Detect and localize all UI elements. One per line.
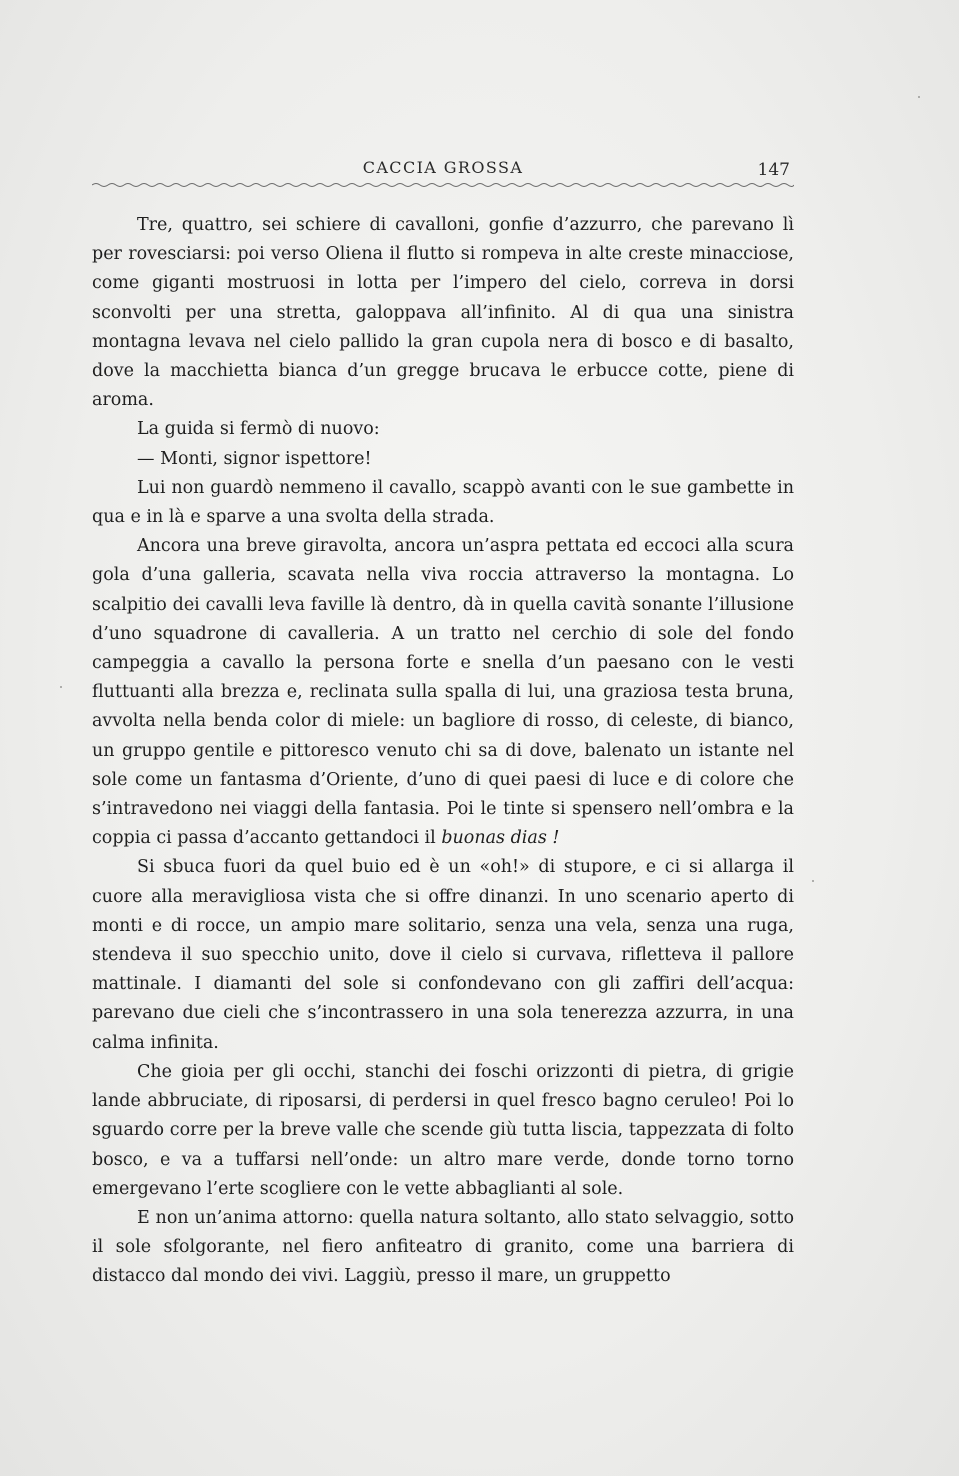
- paragraph-3: — Monti, signor ispettore!: [137, 448, 372, 469]
- paragraph-5: [92, 532, 794, 853]
- paragraph-2: La guida si fermò di nuovo:: [137, 419, 380, 440]
- paper-speck: [918, 96, 920, 98]
- paragraph-5-text: Ancora una breve giravolta, ancora un’aspra pettata ed eccoci alla scura gola d’una galleria, scavata nella viva roccia attraverso la montagna. Lo scalpitio dei cavalli leva faville là dentro, dà in quella cavità sonante l’illusione d’uno squadrone di cavalleria. A un tratto nel cerchio di sole del fondo campeggia a cavallo la persona forte e snella d’un paesano con le vesti fluttuanti alla brezza e, reclinata sulla spalla di lui, una graziosa testa bruna, avvolta nella benda color di miele: un bagliore di rosso, di celeste, di bianco, un gruppo gentile e pittoresco venuto chi sa di dove, balenato un istante nel sole come un fantasma d’Oriente, d’uno di quei paesi di luce e di colore che s’intravedono nei viaggi della fantasia. Poi le tinte si spensero nell’ombra e la coppia ci passa d’accanto gettandoci il: [92, 536, 794, 849]
- paper-speck: [812, 880, 814, 882]
- paragraph-8: E non un’anima attorno: quella natura soltanto, allo stato selvaggio, sotto il sole sfolgorante, nel fiero anfiteatro di granito, come una barriera di distacco dal mondo dei vivi. Laggiù, presso il mare, un gruppetto: [92, 1207, 794, 1287]
- running-title: CACCIA GROSSA: [362, 158, 524, 177]
- ornamental-rule: [92, 182, 794, 188]
- body-text: [92, 211, 794, 1292]
- paragraph-7: Che gioia per gli occhi, stanchi dei foschi orizzonti di pietra, di grigie lande abbruciate, di riposarsi, di perdersi in quel fresco bagno ceruleo! Poi lo sguardo corre per la breve valle che scende giù tutta liscia, tappezzata di folto bosco, e va a tuffarsi nell’onde: un altro mare verde, donde torno torno emergevano l’erte scogliere con le vette abbaglianti al sole.: [92, 1061, 794, 1199]
- paper-speck: [60, 686, 62, 688]
- paragraph-4: Lui non guardò nemmeno il cavallo, scappò avanti con le sue gambette in qua e in là e sparve a una svolta della strada.: [92, 477, 794, 528]
- page-number: 147: [757, 160, 790, 180]
- paragraph-1: Tre, quattro, sei schiere di cavalloni, gonfie d’azzurro, che parevano lì per rovesciarsi: poi verso Oliena il flutto si rompeva in alte creste minacciose, come giganti mostruosi in lotta per l’impero del cielo, correva in dorsi sconvolti per una stretta, galoppava all’infinito. Al di qua una sinistra montagna levava nel cielo pallido la gran cupola nera di bosco e di basalto, dove la macchietta bianca d’un gregge brucava le erbucce cotte, piene di aroma.: [92, 215, 794, 411]
- page-header: [92, 158, 794, 186]
- paragraph-6: Si sbuca fuori da quel buio ed è un «oh!» di stupore, e ci si allarga il cuore alla meravigliosa vista che si offre dinanzi. In uno scenario aperto di monti e di rocce, un ampio mare solitario, senza una vela, senza una ruga, stendeva il suo specchio unito, dove il cielo si curvava, rifletteva il pallore mattinale. I diamanti del sole si confondevano con gli zaffiri dell’acqua: parevano due cieli che s’incontrassero in una sola tenerezza azzurra, in una calma infinita.: [92, 857, 794, 1053]
- italic-greeting: buonas dias !: [441, 828, 560, 849]
